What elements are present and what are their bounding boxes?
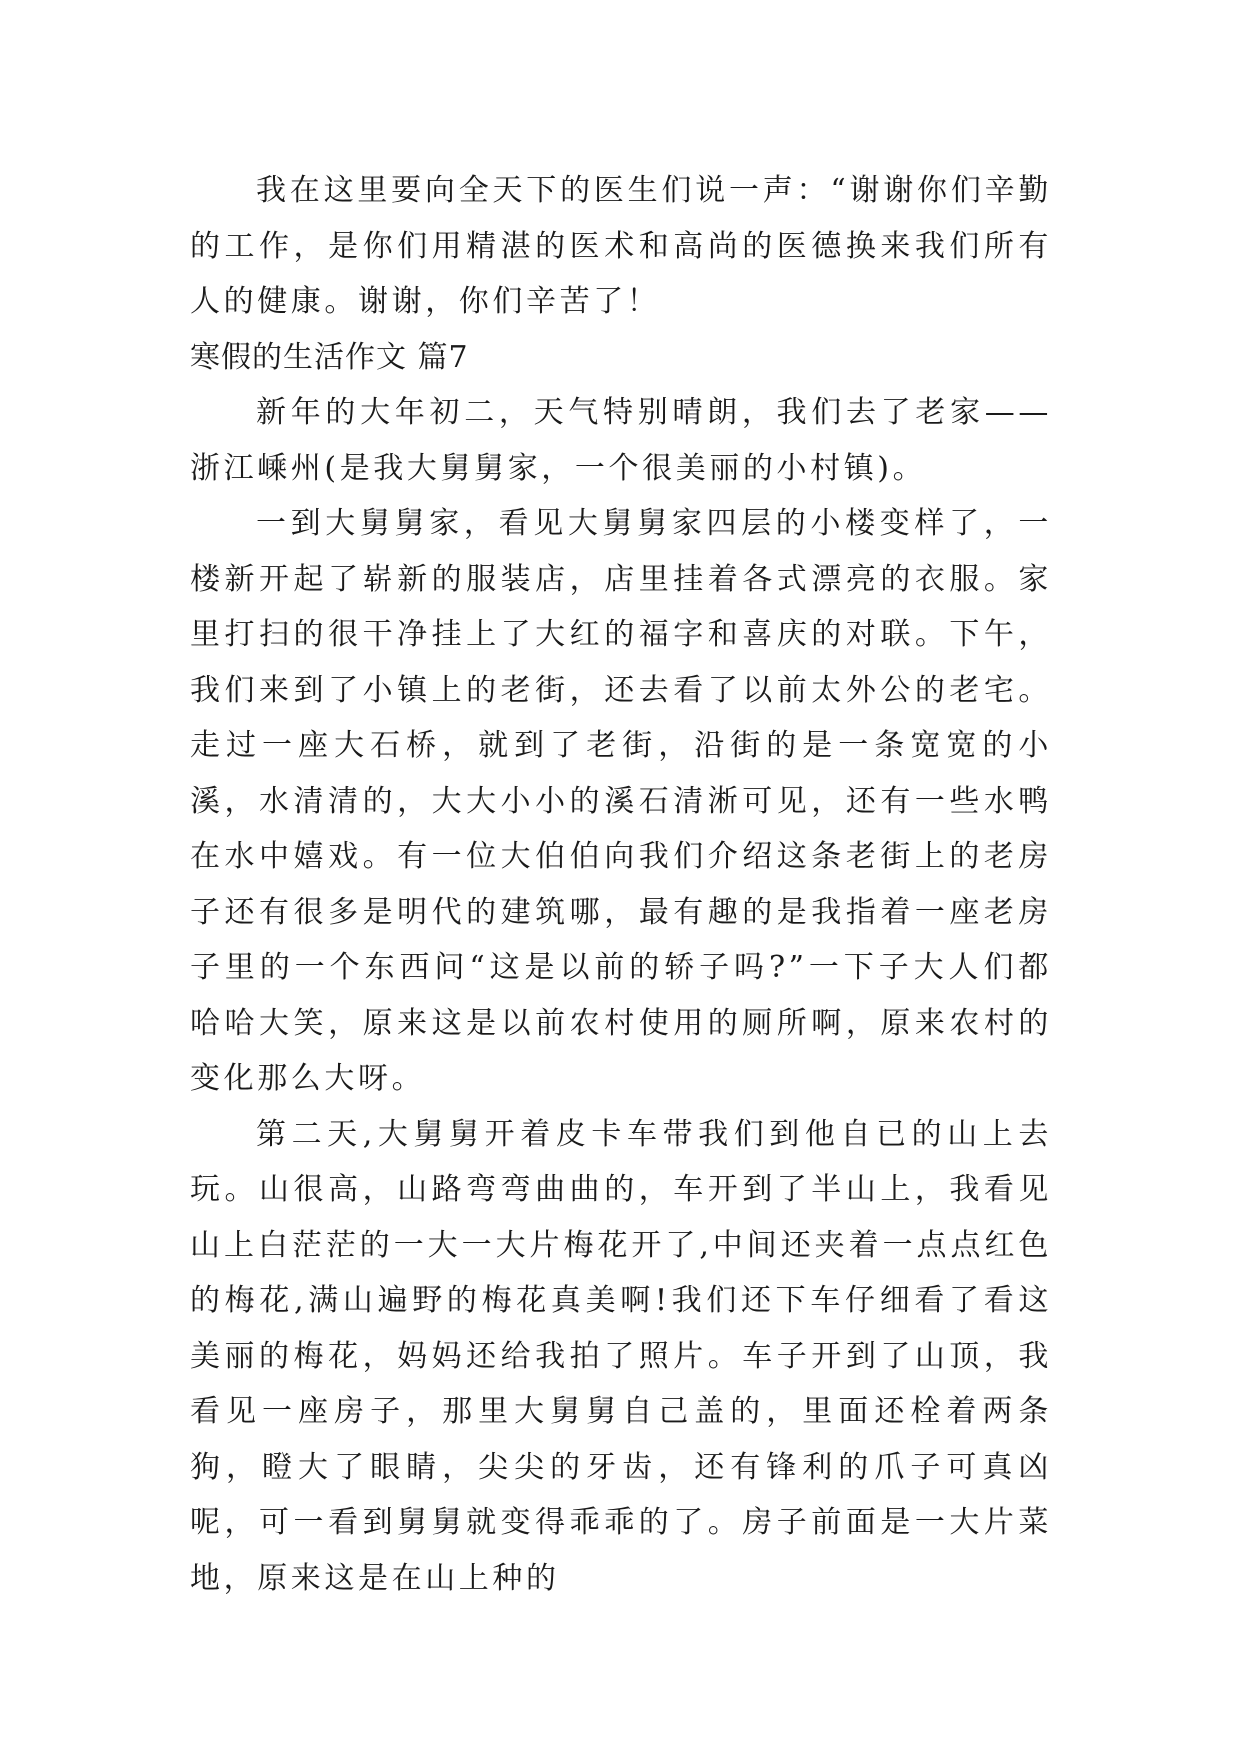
paragraph-mountain: 第二天,大舅舅开着皮卡车带我们到他自已的山上去玩。山很高，山路弯弯曲曲的，车开到了半山上，我看见山上白茫茫的一大一大片梅花开了,中间还夹着一点点红色的梅花,满山遍野的梅花真美啊!我们还下车仔细看了看这美丽的梅花，妈妈还给我拍了照片。车子开到了山顶，我看见一座房子，那里大舅舅自己盖的，里面还栓着两条狗，瞪大了眼睛，尖尖的牙齿，还有锋利的爪子可真凶呢，可一看到舅舅就变得乖乖的了。房子前面是一大片菜地，原来这是在山上种的 (190, 1116, 1052, 1596)
document-body (190, 163, 1052, 1606)
paragraph-new-year: 新年的大年初二，天气特别晴朗，我们去了老家——浙江嵊州(是我大舅舅家，一个很美丽的小村镇)。 (190, 395, 1052, 486)
paragraph-thanks-doctors: 我在这里要向全天下的医生们说一声：“谢谢你们辛勤的工作，是你们用精湛的医术和高尚的医德换来我们所有人的健康。谢谢，你们辛苦了！ (190, 173, 1052, 319)
paragraph-old-street: 一到大舅舅家，看见大舅舅家四层的小楼变样了，一楼新开起了崭新的服装店，店里挂着各式漂亮的衣服。家里打扫的很干净挂上了大红的福字和喜庆的对联。下午，我们来到了小镇上的老街，还去看了以前太外公的老宅。走过一座大石桥，就到了老街，沿街的是一条宽宽的小溪，水清清的，大大小小的溪石清淅可见，还有一些水鸭在水中嬉戏。有一位大伯伯向我们介绍这条老街上的老房子还有很多是明代的建筑哪，最有趣的是我指着一座老房子里的一个东西问“这是以前的轿子吗?”一下子大人们都哈哈大笑，原来这是以前农村使用的厕所啊，原来农村的变化那么大呀。 (190, 506, 1052, 1096)
section-heading: 寒假的生活作文 篇7 (190, 339, 469, 375)
